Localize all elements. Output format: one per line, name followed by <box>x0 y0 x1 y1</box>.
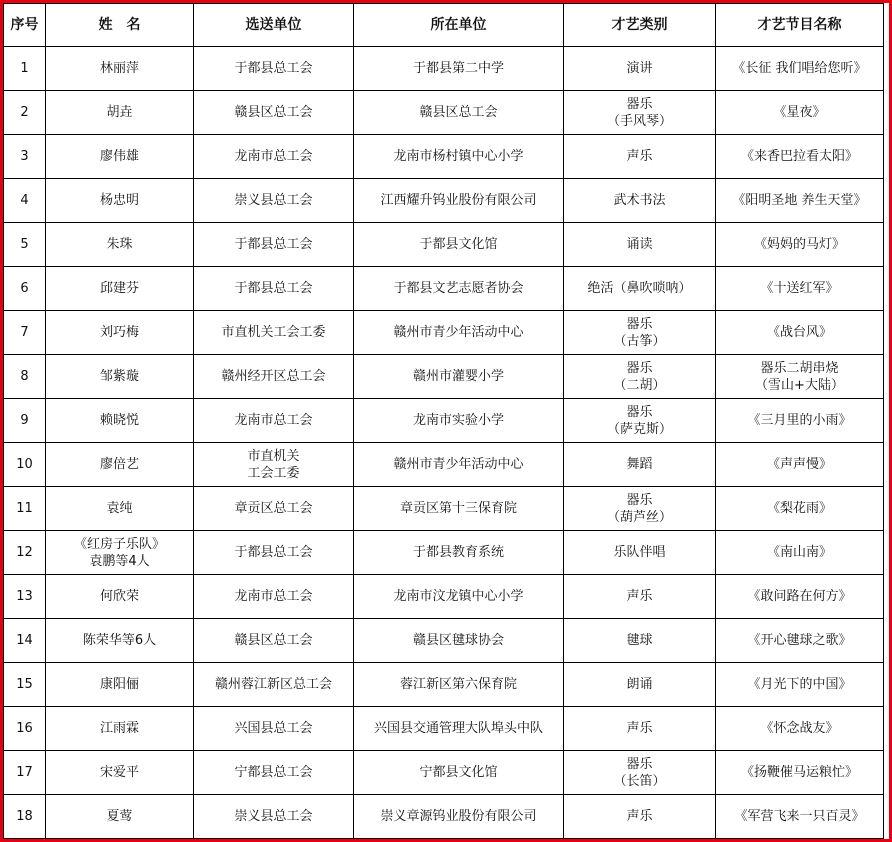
program-cell: 《十送红军》 <box>716 267 884 311</box>
name-cell: 宋爱平 <box>46 751 194 795</box>
sender-unit-cell: 龙南市总工会 <box>194 575 354 619</box>
index-cell: 8 <box>4 355 46 399</box>
table-row <box>4 267 884 311</box>
index-cell: 15 <box>4 663 46 707</box>
program-cell: 《开心毽球之歌》 <box>716 619 884 663</box>
category-cell: 声乐 <box>564 575 716 619</box>
name-cell: 林丽萍 <box>46 47 194 91</box>
category-cell: 器乐 （萨克斯） <box>564 399 716 443</box>
index-cell: 9 <box>4 399 46 443</box>
name-cell: 胡垚 <box>46 91 194 135</box>
work-unit-cell: 赣州市灌婴小学 <box>354 355 564 399</box>
name-cell: 朱珠 <box>46 223 194 267</box>
category-cell: 器乐 （古筝） <box>564 311 716 355</box>
table-row <box>4 619 884 663</box>
program-cell: 《军营飞来一只百灵》 <box>716 795 884 839</box>
table-row <box>4 487 884 531</box>
header-program-name: 才艺节目名称 <box>716 4 884 47</box>
sender-unit-cell: 于都县总工会 <box>194 47 354 91</box>
index-cell: 11 <box>4 487 46 531</box>
work-unit-cell: 龙南市汶龙镇中心小学 <box>354 575 564 619</box>
table-row <box>4 531 884 575</box>
index-cell: 10 <box>4 443 46 487</box>
table-row <box>4 135 884 179</box>
name-cell: 赖晓悦 <box>46 399 194 443</box>
sender-unit-cell: 赣州蓉江新区总工会 <box>194 663 354 707</box>
program-cell: 《月光下的中国》 <box>716 663 884 707</box>
sender-unit-cell: 崇义县总工会 <box>194 179 354 223</box>
index-cell: 4 <box>4 179 46 223</box>
table-row <box>4 575 884 619</box>
name-cell: 杨忠明 <box>46 179 194 223</box>
category-cell: 朗诵 <box>564 663 716 707</box>
program-cell: 《战台风》 <box>716 311 884 355</box>
name-cell: 康阳俪 <box>46 663 194 707</box>
table-row <box>4 443 884 487</box>
header-index: 序号 <box>4 4 46 47</box>
table-row <box>4 311 884 355</box>
index-cell: 16 <box>4 707 46 751</box>
program-cell: 器乐二胡串烧 （雪山+大陆） <box>716 355 884 399</box>
index-cell: 1 <box>4 47 46 91</box>
sender-unit-cell: 市直机关工会工委 <box>194 311 354 355</box>
name-cell: 陈荣华等6人 <box>46 619 194 663</box>
roster-table <box>3 3 884 839</box>
program-cell: 《声声慢》 <box>716 443 884 487</box>
work-unit-cell: 兴国县交通管理大队埠头中队 <box>354 707 564 751</box>
category-cell: 武术书法 <box>564 179 716 223</box>
program-cell: 《来香巴拉看太阳》 <box>716 135 884 179</box>
sender-unit-cell: 赣县区总工会 <box>194 619 354 663</box>
program-cell: 《三月里的小雨》 <box>716 399 884 443</box>
program-cell: 《南山南》 <box>716 531 884 575</box>
category-cell: 声乐 <box>564 795 716 839</box>
work-unit-cell: 赣县区总工会 <box>354 91 564 135</box>
index-cell: 17 <box>4 751 46 795</box>
work-unit-cell: 崇义章源钨业股份有限公司 <box>354 795 564 839</box>
category-cell: 器乐 （葫芦丝） <box>564 487 716 531</box>
index-cell: 2 <box>4 91 46 135</box>
category-cell: 诵读 <box>564 223 716 267</box>
name-cell: 刘巧梅 <box>46 311 194 355</box>
name-cell: 《红房子乐队》 袁鹏等4人 <box>46 531 194 575</box>
header-row <box>4 4 884 47</box>
sender-unit-cell: 宁都县总工会 <box>194 751 354 795</box>
category-cell: 声乐 <box>564 135 716 179</box>
sender-unit-cell: 市直机关 工会工委 <box>194 443 354 487</box>
work-unit-cell: 章贡区第十三保育院 <box>354 487 564 531</box>
sender-unit-cell: 于都县总工会 <box>194 531 354 575</box>
work-unit-cell: 赣州市青少年活动中心 <box>354 443 564 487</box>
program-cell: 《扬鞭催马运粮忙》 <box>716 751 884 795</box>
sender-unit-cell: 章贡区总工会 <box>194 487 354 531</box>
category-cell: 舞蹈 <box>564 443 716 487</box>
sender-unit-cell: 于都县总工会 <box>194 267 354 311</box>
program-cell: 《妈妈的马灯》 <box>716 223 884 267</box>
work-unit-cell: 蓉江新区第六保育院 <box>354 663 564 707</box>
sender-unit-cell: 于都县总工会 <box>194 223 354 267</box>
table-row <box>4 663 884 707</box>
program-cell: 《星夜》 <box>716 91 884 135</box>
category-cell: 声乐 <box>564 707 716 751</box>
category-cell: 绝活（鼻吹唢呐） <box>564 267 716 311</box>
index-cell: 7 <box>4 311 46 355</box>
name-cell: 廖伟雄 <box>46 135 194 179</box>
work-unit-cell: 宁都县文化馆 <box>354 751 564 795</box>
table-row <box>4 47 884 91</box>
name-cell: 廖倍艺 <box>46 443 194 487</box>
sender-unit-cell: 兴国县总工会 <box>194 707 354 751</box>
header-sender-unit: 选送单位 <box>194 4 354 47</box>
category-cell: 器乐 （二胡） <box>564 355 716 399</box>
work-unit-cell: 赣州市青少年活动中心 <box>354 311 564 355</box>
work-unit-cell: 于都县文化馆 <box>354 223 564 267</box>
work-unit-cell: 龙南市实验小学 <box>354 399 564 443</box>
index-cell: 3 <box>4 135 46 179</box>
index-cell: 14 <box>4 619 46 663</box>
category-cell: 毽球 <box>564 619 716 663</box>
work-unit-cell: 赣县区毽球协会 <box>354 619 564 663</box>
work-unit-cell: 龙南市杨村镇中心小学 <box>354 135 564 179</box>
category-cell: 器乐 （手风琴） <box>564 91 716 135</box>
work-unit-cell: 于都县教育系统 <box>354 531 564 575</box>
sender-unit-cell: 崇义县总工会 <box>194 795 354 839</box>
program-cell: 《梨花雨》 <box>716 487 884 531</box>
category-cell: 器乐 （长笛） <box>564 751 716 795</box>
name-cell: 邹紫璇 <box>46 355 194 399</box>
table-row <box>4 399 884 443</box>
category-cell: 乐队伴唱 <box>564 531 716 575</box>
program-cell: 《敢问路在何方》 <box>716 575 884 619</box>
name-cell: 夏莺 <box>46 795 194 839</box>
name-cell: 江雨霖 <box>46 707 194 751</box>
sender-unit-cell: 赣县区总工会 <box>194 91 354 135</box>
work-unit-cell: 于都县文艺志愿者协会 <box>354 267 564 311</box>
table-row <box>4 179 884 223</box>
table-row <box>4 223 884 267</box>
index-cell: 18 <box>4 795 46 839</box>
index-cell: 5 <box>4 223 46 267</box>
table-row <box>4 355 884 399</box>
sender-unit-cell: 龙南市总工会 <box>194 399 354 443</box>
program-cell: 《怀念战友》 <box>716 707 884 751</box>
work-unit-cell: 江西耀升钨业股份有限公司 <box>354 179 564 223</box>
category-cell: 演讲 <box>564 47 716 91</box>
sender-unit-cell: 龙南市总工会 <box>194 135 354 179</box>
table-row <box>4 795 884 839</box>
name-cell: 邱建芬 <box>46 267 194 311</box>
header-work-unit: 所在单位 <box>354 4 564 47</box>
work-unit-cell: 于都县第二中学 <box>354 47 564 91</box>
program-cell: 《长征 我们唱给您听》 <box>716 47 884 91</box>
index-cell: 6 <box>4 267 46 311</box>
name-cell: 袁纯 <box>46 487 194 531</box>
sender-unit-cell: 赣州经开区总工会 <box>194 355 354 399</box>
index-cell: 13 <box>4 575 46 619</box>
header-name: 姓 名 <box>46 4 194 47</box>
table-row <box>4 707 884 751</box>
program-cell: 《阳明圣地 养生天堂》 <box>716 179 884 223</box>
name-cell: 何欣荣 <box>46 575 194 619</box>
index-cell: 12 <box>4 531 46 575</box>
table-row <box>4 91 884 135</box>
header-talent-category: 才艺类别 <box>564 4 716 47</box>
table-row <box>4 751 884 795</box>
